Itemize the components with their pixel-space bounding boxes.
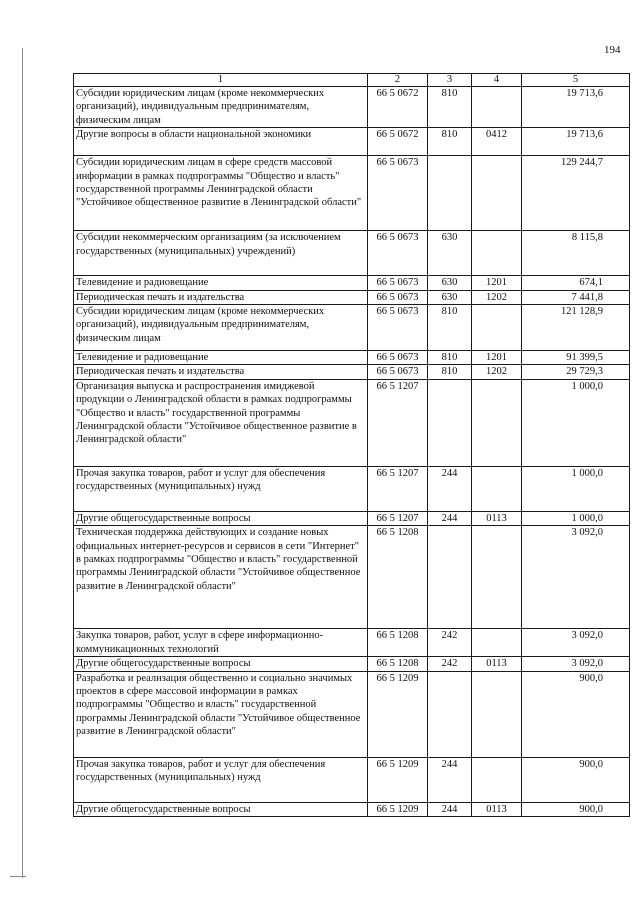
row-code: 66 5 0673 (368, 156, 428, 231)
row-name: Прочая закупка товаров, работ и услуг для обеспечения государственных (муниципальных) нужд (74, 466, 368, 511)
table-row (74, 231, 630, 276)
row-amount: 900,0 (522, 802, 630, 816)
row-section (472, 466, 522, 511)
row-expense-type: 810 (428, 365, 472, 379)
row-code: 66 5 0673 (368, 351, 428, 365)
row-expense-type (428, 379, 472, 466)
row-section: 1202 (472, 365, 522, 379)
row-code: 66 5 0673 (368, 276, 428, 290)
row-section (472, 305, 522, 351)
header-col-4: 4 (472, 74, 522, 87)
row-name: Техническая поддержка действующих и создание новых официальных интернет-ресурсов и сервисов в сети "Интернет" в рамках подпрограммы "Общество и власть" государственной программы Ленинградской области "Устойчивое общественное развитие в Ленинградской области" (74, 526, 368, 629)
row-name: Субсидии юридическим лицам (кроме некоммерческих организаций), индивидуальным предпринимателям, физическим лицам (74, 305, 368, 351)
row-section (472, 156, 522, 231)
row-expense-type: 810 (428, 305, 472, 351)
table-row (74, 466, 630, 511)
row-amount: 19 713,6 (522, 87, 630, 128)
row-code: 66 5 1208 (368, 657, 428, 671)
row-expense-type: 244 (428, 802, 472, 816)
row-code: 66 5 1207 (368, 511, 428, 525)
row-section: 0113 (472, 657, 522, 671)
row-code: 66 5 0673 (368, 365, 428, 379)
row-section: 0412 (472, 128, 522, 156)
row-section (472, 231, 522, 276)
row-expense-type: 242 (428, 629, 472, 657)
row-section: 1201 (472, 351, 522, 365)
row-amount: 129 244,7 (522, 156, 630, 231)
row-name: Субсидии юридическим лицам (кроме некоммерческих организаций), индивидуальным предпринимателям, физическим лицам (74, 87, 368, 128)
row-expense-type: 630 (428, 231, 472, 276)
row-code: 66 5 0672 (368, 87, 428, 128)
table-row (74, 657, 630, 671)
row-name: Субсидии юридическим лицам в сфере средств массовой информации в рамках подпрограммы "Общество и власть" государственной программы Ленинградской области "Устойчивое общественное развитие в Ленинградской области" (74, 156, 368, 231)
table-row (74, 305, 630, 351)
row-code: 66 5 0673 (368, 231, 428, 276)
table-row (74, 276, 630, 290)
row-name: Разработка и реализация общественно и социально значимых проектов в сфере массовой информации в рамках подпрограммы "Общество и власть" государственной программы Ленинградской области "Устойчивое общественное развитие в Ленинградской области" (74, 671, 368, 757)
row-name: Другие общегосударственные вопросы (74, 657, 368, 671)
row-code: 66 5 0673 (368, 290, 428, 304)
header-col-5: 5 (522, 74, 630, 87)
table-row (74, 365, 630, 379)
table-row (74, 379, 630, 466)
row-name: Другие общегосударственные вопросы (74, 802, 368, 816)
row-expense-type: 242 (428, 657, 472, 671)
row-amount: 900,0 (522, 757, 630, 802)
row-amount: 1 000,0 (522, 379, 630, 466)
row-amount: 1 000,0 (522, 466, 630, 511)
row-section: 1201 (472, 276, 522, 290)
row-expense-type: 244 (428, 466, 472, 511)
row-amount: 121 128,9 (522, 305, 630, 351)
row-amount: 3 092,0 (522, 526, 630, 629)
table-row (74, 757, 630, 802)
row-amount: 91 399,5 (522, 351, 630, 365)
row-expense-type (428, 526, 472, 629)
row-name: Другие вопросы в области национальной экономики (74, 128, 368, 156)
row-name: Субсидии некоммерческим организациям (за исключением государственных (муниципальных) учреждений) (74, 231, 368, 276)
row-section (472, 526, 522, 629)
row-amount: 8 115,8 (522, 231, 630, 276)
row-name: Периодическая печать и издательства (74, 365, 368, 379)
row-code: 66 5 1209 (368, 757, 428, 802)
table-row (74, 351, 630, 365)
row-code: 66 5 0672 (368, 128, 428, 156)
row-code: 66 5 1207 (368, 379, 428, 466)
row-amount: 674,1 (522, 276, 630, 290)
row-expense-type (428, 671, 472, 757)
table-row (74, 128, 630, 156)
header-col-2: 2 (368, 74, 428, 87)
row-expense-type: 244 (428, 757, 472, 802)
row-amount: 3 092,0 (522, 657, 630, 671)
row-name: Прочая закупка товаров, работ и услуг для обеспечения государственных (муниципальных) нужд (74, 757, 368, 802)
table-row (74, 290, 630, 304)
row-expense-type: 810 (428, 128, 472, 156)
row-name: Периодическая печать и издательства (74, 290, 368, 304)
table-row (74, 802, 630, 816)
row-section (472, 629, 522, 657)
row-amount: 3 092,0 (522, 629, 630, 657)
header-col-3: 3 (428, 74, 472, 87)
row-name: Телевидение и радиовещание (74, 351, 368, 365)
row-section: 0113 (472, 802, 522, 816)
row-name: Телевидение и радиовещание (74, 276, 368, 290)
row-name: Закупка товаров, работ, услуг в сфере информационно-коммуникационных технологий (74, 629, 368, 657)
table-row (74, 156, 630, 231)
table-header-row (74, 74, 630, 87)
row-expense-type: 630 (428, 290, 472, 304)
table-row (74, 526, 630, 629)
row-code: 66 5 1207 (368, 466, 428, 511)
row-expense-type: 810 (428, 87, 472, 128)
row-expense-type: 810 (428, 351, 472, 365)
table-row (74, 671, 630, 757)
scan-margin-line (22, 48, 23, 878)
row-code: 66 5 1209 (368, 671, 428, 757)
row-expense-type: 244 (428, 511, 472, 525)
header-col-1: 1 (74, 74, 368, 87)
row-amount: 29 729,3 (522, 365, 630, 379)
row-code: 66 5 0673 (368, 305, 428, 351)
row-section (472, 379, 522, 466)
row-code: 66 5 1208 (368, 629, 428, 657)
row-amount: 7 441,8 (522, 290, 630, 304)
scan-corner-mark (10, 876, 26, 877)
table-row (74, 629, 630, 657)
row-name: Организация выпуска и распространения имиджевой продукции о Ленинградской области в рамках подпрограммы "Общество и власть" государственной программы Ленинградской области "Устойчивое общественное развитие в Ленинградской области" (74, 379, 368, 466)
row-code: 66 5 1209 (368, 802, 428, 816)
row-amount: 19 713,6 (522, 128, 630, 156)
table-row (74, 511, 630, 525)
row-section: 1202 (472, 290, 522, 304)
row-expense-type: 630 (428, 276, 472, 290)
row-code: 66 5 1208 (368, 526, 428, 629)
row-section (472, 757, 522, 802)
row-section (472, 671, 522, 757)
table-row (74, 87, 630, 128)
row-section: 0113 (472, 511, 522, 525)
row-name: Другие общегосударственные вопросы (74, 511, 368, 525)
budget-table (73, 73, 630, 817)
row-section (472, 87, 522, 128)
row-amount: 900,0 (522, 671, 630, 757)
page-number: 194 (604, 44, 621, 56)
row-amount: 1 000,0 (522, 511, 630, 525)
row-expense-type (428, 156, 472, 231)
